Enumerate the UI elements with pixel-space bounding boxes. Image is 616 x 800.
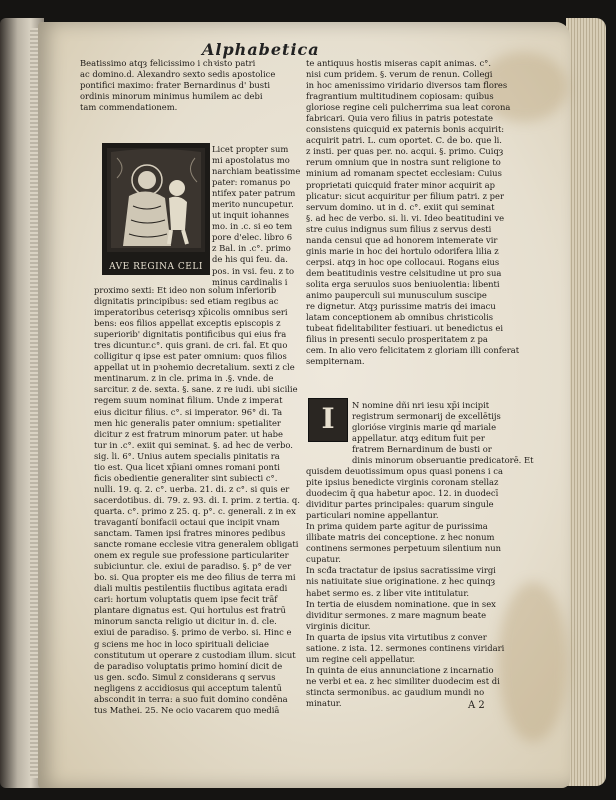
left-body-text: [94, 285, 299, 716]
text-line: minatur.: [306, 697, 342, 708]
text-line: merito nuncupetur.: [212, 199, 294, 210]
text-line: dividitur partes principales: quarum singule: [306, 499, 494, 510]
madonna-child-illustration: [107, 148, 205, 252]
text-line: appellatur. atqȝ editum fuit per: [352, 433, 485, 444]
text-line: registrum sermonarij de excellētijs: [352, 411, 501, 422]
left-text-beside-woodcut: [212, 144, 301, 288]
text-line: superiorib' dignitatis pontificibus qui eius fra: [94, 329, 287, 340]
text-line: plantare dignatus est. Qui hortulus est fratrū: [94, 605, 286, 616]
text-line: constitutum ut operare z custodiam illum. sicut: [94, 649, 296, 660]
text-line: nis natiuitate siue originatione. z hec quinqȝ: [306, 576, 496, 587]
text-line: abscondit in terra: a suo fuit domino condēna: [94, 693, 288, 704]
text-line: satione. z ista. 12. sermones continens viridari: [306, 642, 505, 653]
text-line: pos. in vsi. feu. z to: [212, 265, 295, 276]
text-line: sempiternam.: [306, 356, 365, 367]
text-line: quarta. c°. primo z 25. q. p°. c. generali. z in ex: [94, 505, 296, 516]
text-line: imperatoribus ceterisqȝ xp̄icolis omnibus seri: [94, 307, 288, 318]
text-line: stre cuius indignus sum filius z servus desti: [306, 223, 492, 234]
text-line: §. ad hec de verbo. si. li. vi. Ideo beatitudini ve: [306, 212, 505, 223]
paper-stain: [498, 582, 568, 742]
right-text-beside-initial: [352, 400, 534, 466]
text-line: sanctam. Tamen ipsi fratres minores pedibus: [94, 528, 286, 539]
text-line: nisi cum pridem. §. verum de renun. Collegi: [306, 69, 493, 80]
initial-letter: I: [321, 402, 335, 435]
text-line: tubeat fidelitabiliter festiuari. ut benedictus ei: [306, 323, 504, 334]
text-line: dividitur sermones. z mare magnum beate: [306, 609, 487, 620]
page-header: Alphabetica: [202, 40, 320, 59]
text-line: continens sermones perpetuum silentium nun: [306, 543, 502, 554]
text-line: In scđa tractatur de ipsius sacratissime virgi: [306, 565, 496, 576]
text-line: rerum omnium que in nostra sunt religione to: [306, 157, 501, 168]
text-line: fabricari. Quia vero filius in patris potestate: [306, 113, 493, 124]
text-line: ntifex pater patrum: [212, 188, 296, 199]
spine-page-edges: [30, 28, 38, 778]
text-line: N nomine dñi nri iesu xp̄i incipit: [352, 400, 490, 410]
text-line: plicatur: sicut acquiritur per filium patri. z per: [306, 190, 505, 201]
text-line: Licet propter sum: [212, 144, 289, 154]
decorated-initial: [308, 398, 348, 442]
text-line: In prima quidem parte agitur de purissima: [306, 521, 488, 532]
text-line: regem suum nominat filium. Unde z imperat: [94, 395, 283, 406]
text-line: cari: hortum voluptatis quem ipse fecit trāf: [94, 594, 278, 605]
text-line: de paradiso voluptatis primo hominí dicit de: [94, 660, 283, 671]
text-line: In quinta de eius annunciatione z incarnatio: [306, 664, 494, 675]
text-line: us gen. scđo. Simul z considerans q servus: [94, 671, 276, 682]
text-line: glorióse virginis marie qd̄ mariale: [352, 422, 497, 433]
text-line: cupatur.: [306, 554, 341, 565]
text-line: virginis dicitur.: [306, 620, 371, 631]
text-line: gloriose regine celi pulcherrima sua leat corona: [306, 102, 511, 113]
text-line: In quarta de ipsius vita virtutibus z conver: [306, 631, 487, 642]
signature-mark: A 2: [468, 700, 485, 711]
madonna-woodcut-image: [102, 143, 210, 275]
text-line: Beatissimo atqȝ felicissimo i chꝛisto patri: [80, 58, 256, 68]
text-line: men hic generalis pater omnium: spetialiter: [94, 417, 281, 428]
text-line: sig. li. 6°. Unius autem specialis pinitatis ra: [94, 450, 280, 461]
text-line: ac domino.d. Alexandro sexto sedis apostolice: [80, 69, 276, 80]
text-line: tur in .c°. exiit qui seminat. §. ad hec de verbo.: [94, 439, 293, 450]
text-line: in hoc amenissimo viridario diversos tam flores: [306, 80, 508, 91]
woodcut-caption: AVE REGINA CELI: [109, 262, 203, 272]
text-line: colligitur q ipse est pater omnium: quos filios: [94, 351, 287, 362]
text-line: tres dicuntur.c°. quis grani. de cri. fal. Et quo: [94, 340, 288, 351]
text-line: eius dicitur filius. c°. si imperator. 96° di. Ta: [94, 406, 283, 417]
text-line: dinis minorum obseruantie predicatorē. Et: [352, 455, 534, 466]
text-line: tam commendationem.: [80, 102, 178, 113]
text-line: bo. si. Qua propter eis me deo filius de terra mi: [94, 572, 296, 583]
text-line: sacerdotibus. di. 79. z. 93. di. I. prim. z tertia. q.: [94, 494, 300, 505]
text-line: ginis marie in hoc dei hortulo odorifera lilia z: [306, 245, 499, 256]
text-line: acquirit patri. L. cum oportet. C. de bo. que li.: [306, 135, 502, 146]
text-line: quisdem deuotissimum opus quasi ponens i ca: [306, 466, 503, 476]
text-line: ordinis minorum minimus humilem ac debi: [80, 91, 263, 102]
text-line: proximo sexti: Et ideo non solum inferiorib: [94, 285, 277, 295]
text-line: diali multis pestilentiis fluctibus agitata eradi: [94, 583, 288, 594]
text-line: exiui de paradiso. §. primo de verbo. si. Hinc e: [94, 627, 292, 638]
text-line: minus cardinalis i: [212, 276, 288, 287]
text-line: ut inquit iohannes: [212, 210, 290, 221]
text-line: fragrantium multitudinem copiosam: quibus: [306, 91, 494, 102]
text-line: duodecim q̄ qua habetur apoc. 12. in duodecī: [306, 488, 499, 499]
text-line: latam conceptionem ab omnibus christicolis: [306, 312, 494, 323]
text-line: In tertia de eiusdem nominatione. que in sex: [306, 598, 496, 609]
text-line: stincta sermonibus. ac gaudium mundi no: [306, 686, 485, 697]
text-line: dicitur z est fratrum minorum pater. ut habe: [94, 428, 283, 439]
text-line: travagantí bonifacii octaui que incipit vnam: [94, 516, 280, 527]
text-line: ficis obedientie generaliter sint subiecti c°.: [94, 472, 278, 483]
page-fore-edges: [566, 18, 606, 786]
text-line: filius in presenti seculo prosperitatem z pa: [306, 334, 488, 345]
text-line: cerpsi. atqȝ in hoc ope collocaui. Rogans eius: [306, 256, 500, 267]
right-bottom-text: [306, 466, 506, 709]
text-line: de his qui feu. da.: [212, 254, 288, 265]
text-line: z insti. per quas per. no. acqui. §. primo. Cuiqȝ: [306, 146, 504, 157]
text-line: sancte romane ecclesie vitra generalem obligati: [94, 539, 299, 550]
text-line: minium ad romanam spectet ecclesiam: Cuius: [306, 168, 502, 179]
text-line: te antiquus hostis miseras capit animas. c°.: [306, 58, 492, 68]
text-line: fratrem Bernardinum de busti or: [352, 444, 492, 455]
text-line: z Bal. in .c°. primo: [212, 243, 291, 254]
text-line: proprietati quicquid frater minor acquirit ap: [306, 179, 496, 190]
text-line: mi apostolatus mo: [212, 155, 290, 166]
text-line: ne verbi et ea. z hec similiter duodecim est di: [306, 675, 500, 686]
right-top-text: [306, 58, 520, 367]
text-line: particulari nomine appellantur.: [306, 510, 439, 521]
text-line: cem. In alio vero felicitatem z gloriam illi conferat: [306, 345, 520, 356]
text-line: sarcitur. z de. sexta. §. sane. z re iudi. ubi sicilie: [94, 384, 298, 395]
left-intro-text: [80, 58, 285, 113]
text-line: solita erga seruulos suos beniuolentia: libenti: [306, 278, 500, 289]
text-line: re dignetur. Atqȝ purissime matris dei imacu: [306, 301, 496, 312]
text-line: subiciuntur. cle. exiui de paradiso. §. p° de ver: [94, 561, 292, 572]
text-line: nanda censui que ad honorem intemerate vir: [306, 234, 498, 245]
text-line: consistens quicquid ex paternis bonis acquirit:: [306, 124, 505, 135]
text-line: narchiam beatissime: [212, 166, 301, 177]
text-line: pite ipsius benedicte virginis coronam stellaz: [306, 477, 499, 488]
text-line: pontifici maximo: frater Bernardinus d' busti: [80, 80, 271, 91]
text-line: mo. in .c. si eo tem: [212, 221, 293, 232]
text-line: g sciens me hoc in loco spirituali deliciae: [94, 638, 269, 649]
text-line: habet sermo es. z liber vite intitulatur.: [306, 587, 470, 598]
text-line: appellat ut in pꝛohemio decretalium. sexti z cle: [94, 362, 295, 373]
text-line: minorum sancta religio ut dicitur in. d. cle.: [94, 616, 277, 627]
text-line: negligens z accidiosus qui acceptum talentū: [94, 682, 282, 693]
text-line: pater: romanus po: [212, 177, 291, 188]
text-line: nulli. 19. q. 2. c°. uerba. 21. di. z c°. si quis er: [94, 483, 290, 494]
text-line: dem beatitudinis vestre celsitudine ut pro sua: [306, 267, 502, 278]
text-line: tus Mathei. 25. Ne ocio vacarem quo mediā: [94, 704, 280, 715]
text-line: tio est. Qua licet xp̄iani omnes romani ponti: [94, 461, 280, 472]
text-line: pore d'elec. libro 6: [212, 232, 293, 243]
text-line: bens: eos filios appellat exceptis episcopis z: [94, 318, 281, 329]
text-line: onem ex regule sue professione particulariter: [94, 550, 289, 561]
text-line: mentinarum. z in cle. prima in .§. vnde. de: [94, 373, 274, 384]
text-line: dignitatis principibus: sed etiam regibus ac: [94, 296, 279, 307]
text-line: illibate matris dei conceptione. z hec nonum: [306, 532, 495, 543]
text-line: animo pauperculi sui munusculum suscipe: [306, 289, 487, 300]
text-line: servum domino. ut in d. c°. exiit qui seminat: [306, 201, 495, 212]
text-line: um regine celi appellatur.: [306, 653, 416, 664]
